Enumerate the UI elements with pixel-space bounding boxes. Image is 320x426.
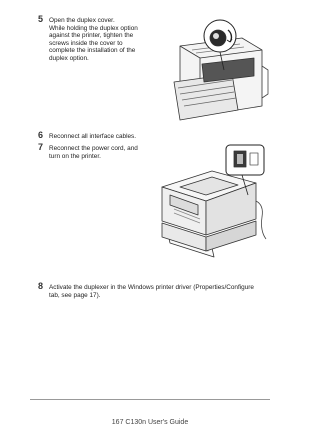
step-line: Activate the duplexer in the Windows printer driver (Properties/Configure xyxy=(49,284,254,291)
page-footer: 167 C130n User's Guide xyxy=(111,419,189,426)
step-line: Reconnect all interface cables. xyxy=(49,133,137,140)
printer-power-on-illustration xyxy=(152,143,270,269)
step-text xyxy=(49,284,254,299)
step-line: Reconnect the power cord, and xyxy=(49,145,138,152)
step-line: turn on the printer. xyxy=(49,152,101,160)
step-text xyxy=(49,133,136,141)
step-line: tab, see page 17). xyxy=(49,291,101,299)
step-line: against the printer, tighten the xyxy=(49,32,134,40)
step-line: duplex option. xyxy=(49,54,89,62)
step-text xyxy=(49,145,138,160)
step-line: screws inside the cover to xyxy=(49,39,123,47)
step-number: 6 xyxy=(38,130,44,140)
step-number: 5 xyxy=(38,14,44,24)
step-line: complete the installation of the xyxy=(49,47,136,55)
step-number: 8 xyxy=(38,281,44,291)
step-line: While holding the duplex option xyxy=(49,24,138,32)
step-number: 7 xyxy=(38,142,44,152)
duplex-cover-screw-illustration xyxy=(162,16,272,124)
footer-rule xyxy=(30,399,270,400)
step-line: Open the duplex cover. xyxy=(49,17,115,24)
step-text xyxy=(49,17,138,63)
